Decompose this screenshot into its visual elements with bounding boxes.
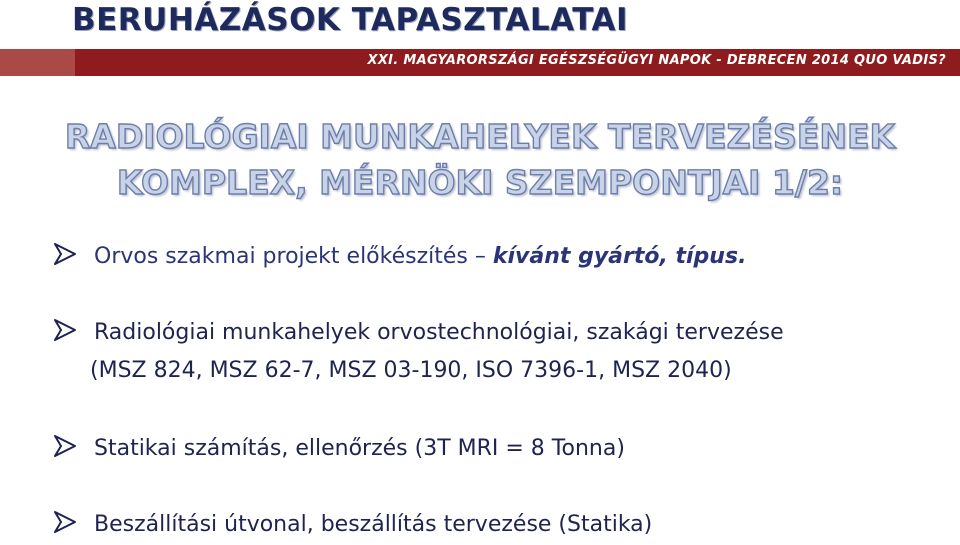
bullet-item-4 xyxy=(52,509,932,541)
bullet-text: Orvos szakmai projekt előkészítés – xyxy=(94,244,493,269)
arrow-bullet-icon xyxy=(52,509,78,535)
arrow-bullet-icon xyxy=(52,433,78,459)
slide-title-line-1: RADIOLÓGIAI MUNKAHELYEK TERVEZÉSÉNEK xyxy=(64,117,896,156)
bullet-text: Radiológiai munkahelyek orvostechnológiai, szakági tervezése xyxy=(94,320,784,345)
bullet-item-3 xyxy=(52,433,932,465)
bullet-text: Statikai számítás, ellenőrzés (3T MRI = 8 Tonna) xyxy=(94,436,625,461)
event-banner-text: XXI. MAGYARORSZÁGI EGÉSZSÉGÜGYI NAPOK - DEBRECEN 2014 QUO VADIS? xyxy=(367,53,946,68)
presentation-title: BERUHÁZÁSOK TAPASZTALATAI xyxy=(72,2,628,38)
bullet-bold-text: kívánt gyártó, típus. xyxy=(492,244,747,269)
bullet-item-2 xyxy=(52,317,932,349)
bullet-text: Beszállítási útvonal, beszállítás tervezése (Statika) xyxy=(94,512,653,537)
bullet-continuation-text: (MSZ 824, MSZ 62-7, MSZ 03-190, ISO 7396-1, MSZ 2040) xyxy=(90,358,732,383)
arrow-bullet-icon xyxy=(52,317,78,343)
bullet-item-1 xyxy=(52,241,932,273)
slide-title-line-2: KOMPLEX, MÉRNÖKI SZEMPONTJAI 1/2: xyxy=(116,163,844,202)
arrow-bullet-icon xyxy=(52,241,78,267)
